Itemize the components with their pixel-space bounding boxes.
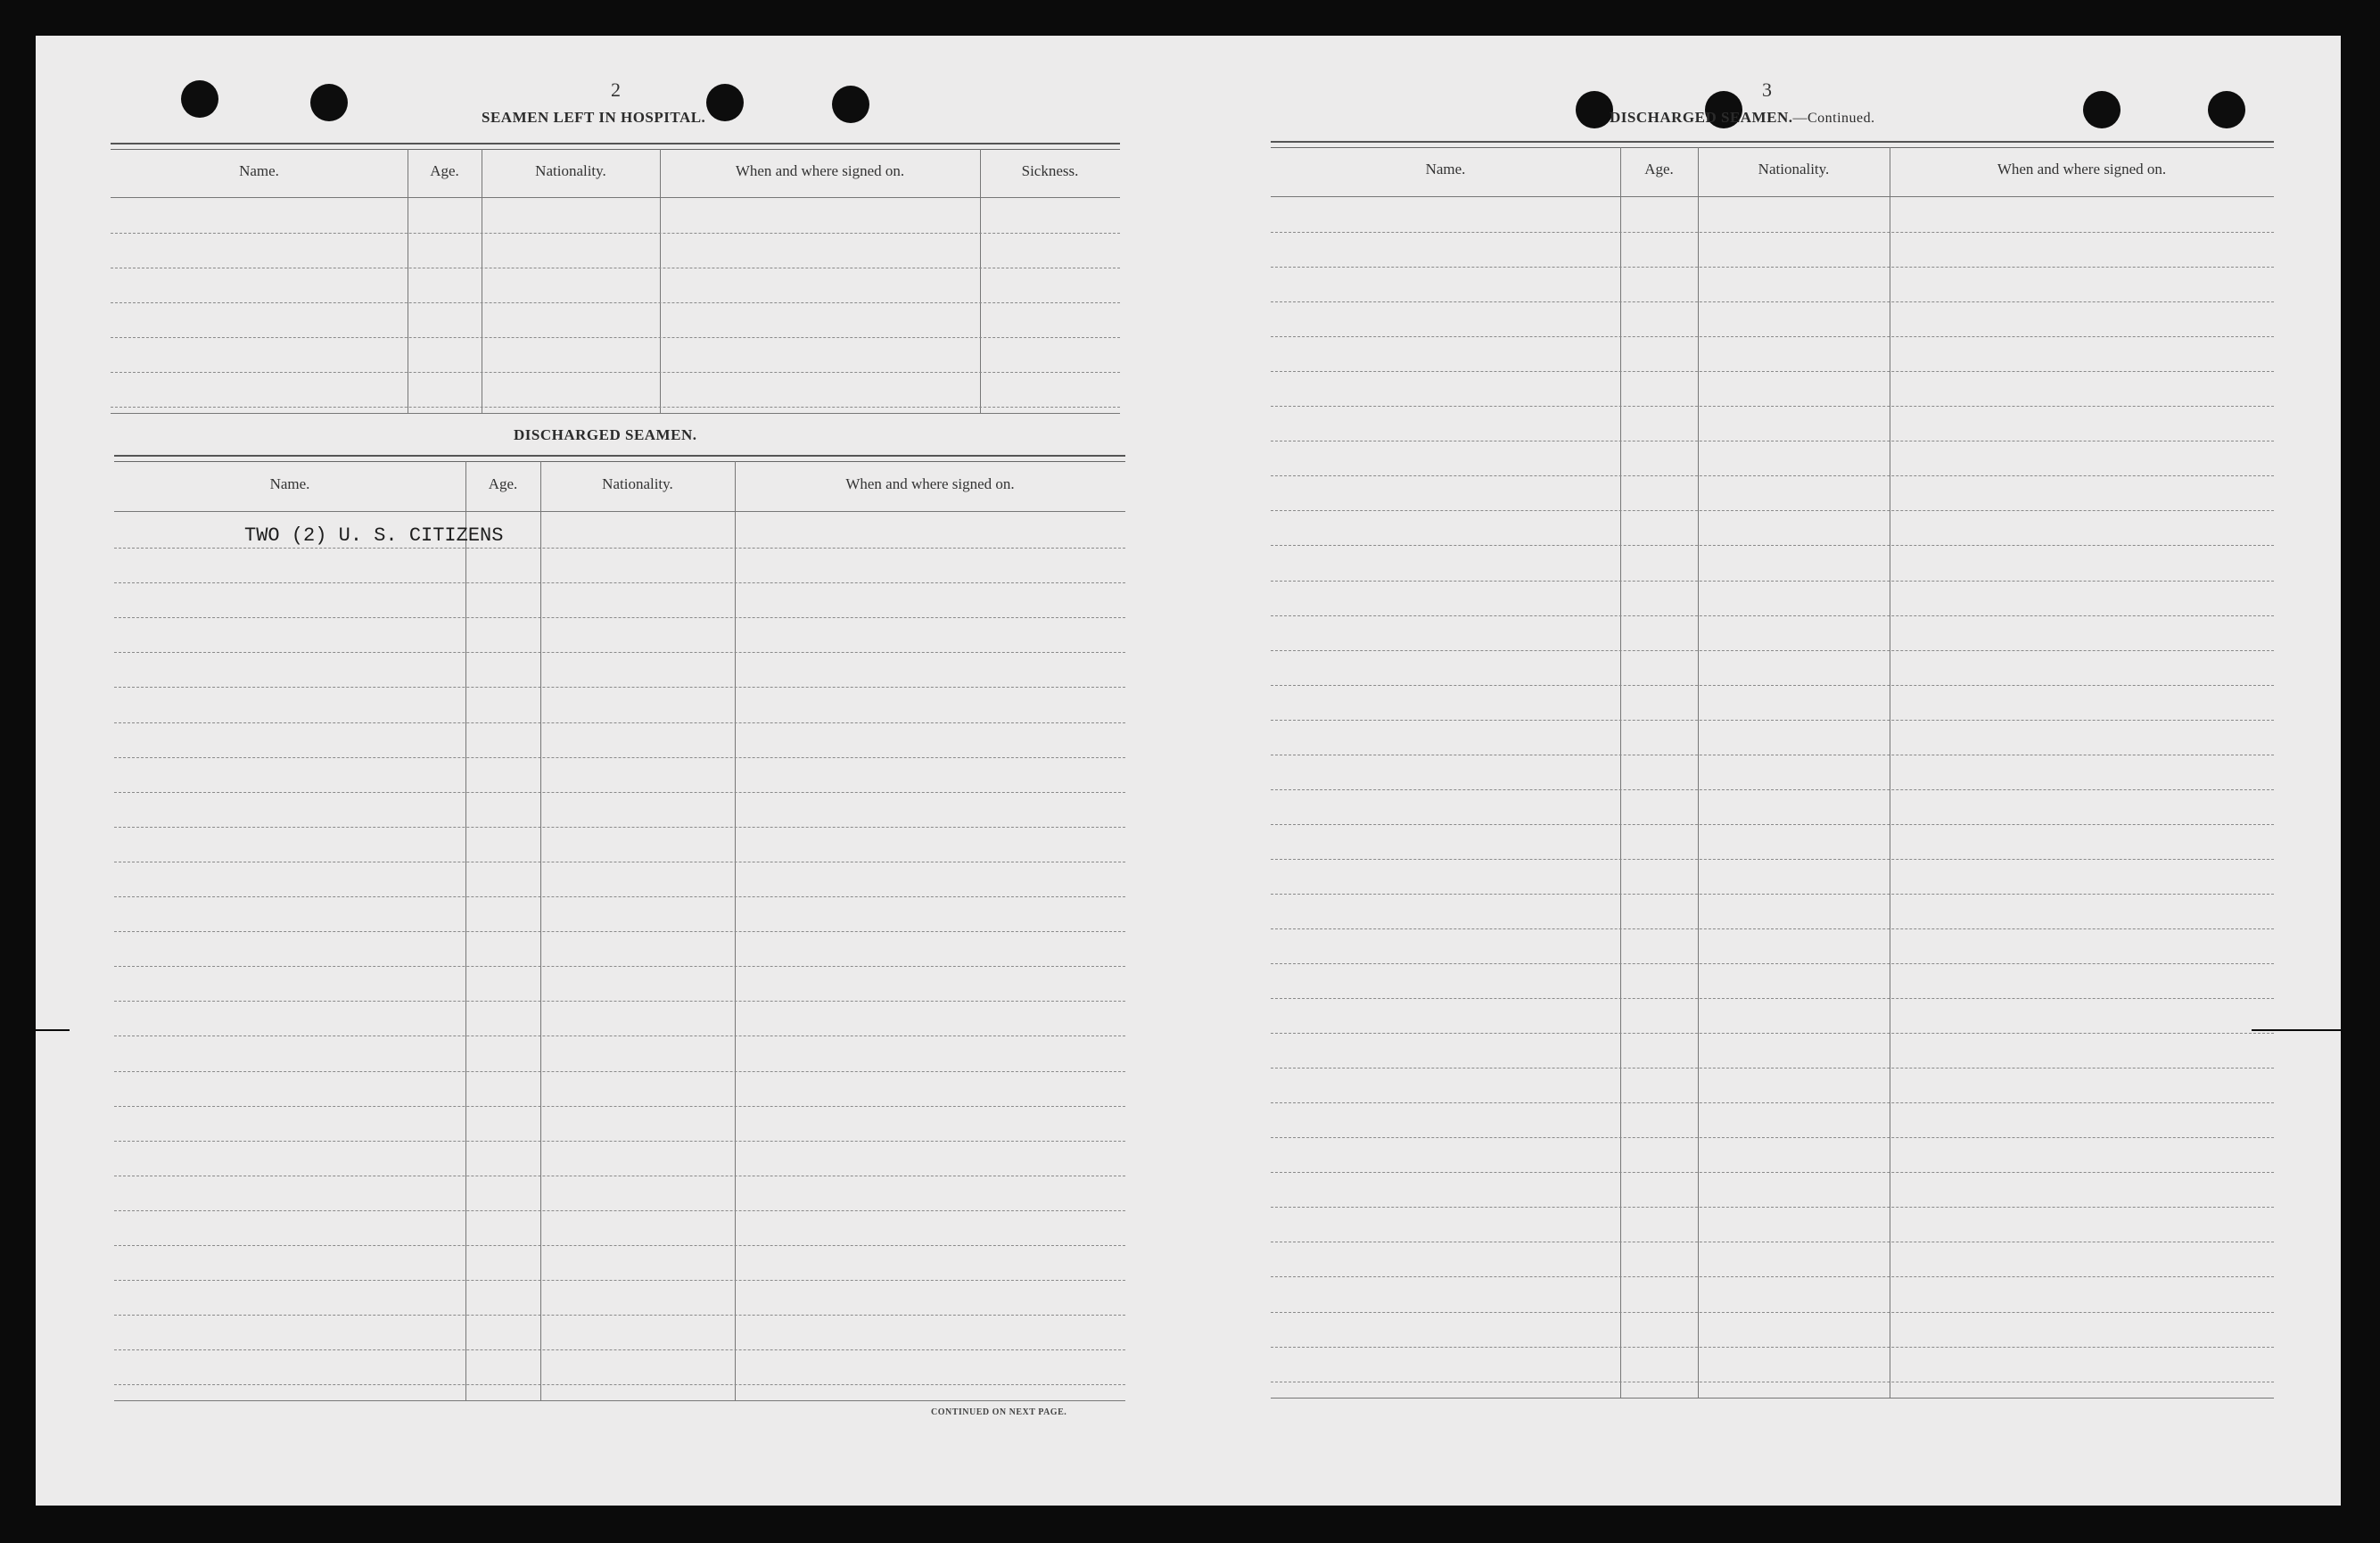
discharged-table-column-header: Age. (488, 474, 518, 492)
hospital-table-column-header: Name. (239, 161, 279, 179)
page-number: 2 (611, 78, 622, 101)
continued-table-top-rule (1271, 141, 2274, 148)
hospital-table-fill-line (111, 372, 1120, 373)
continued-table-fill-line (1271, 1312, 2274, 1313)
continued-table-fill-line (1271, 824, 2274, 825)
continued-table-fill-line (1271, 894, 2274, 895)
continued-table-fill-line (1271, 963, 2274, 964)
punch-hole (706, 84, 744, 121)
punch-hole (181, 80, 218, 118)
continued-table-fill-line (1271, 859, 2274, 860)
continued-table-fill-line (1271, 581, 2274, 582)
continued-table-column-divider (1698, 147, 1699, 1398)
continued-table-fill-line (1271, 1347, 2274, 1348)
hospital-table-column-header: Sickness. (1021, 161, 1079, 179)
hospital-table-top-rule (111, 143, 1120, 150)
discharged-table-column-header: When and where signed on. (845, 474, 1015, 492)
continued-table-fill-line (1271, 1102, 2274, 1103)
continued-table-fill-line (1271, 685, 2274, 686)
continued-table-fill-line (1271, 371, 2274, 372)
continued-table-bottom-rule (1271, 1398, 2274, 1399)
continued-table-column-header: When and where signed on. (1997, 161, 2167, 177)
discharged-entry-name: TWO (2) U. S. CITIZENS (244, 524, 504, 547)
discharged-table-fill-line (114, 548, 1125, 549)
continued-table-fill-line (1271, 1276, 2274, 1277)
discharged-table-top-rule (114, 455, 1125, 462)
document-sheet (36, 36, 2341, 1506)
discharged-table-fill-line (114, 1071, 1125, 1072)
hospital-table-column-header: When and where signed on. (735, 161, 905, 179)
discharged-table-fill-line (114, 1349, 1125, 1350)
continued-table-column-header: Nationality. (1758, 161, 1830, 177)
hospital-table-fill-line (111, 407, 1120, 408)
continued-table-fill-line (1271, 1207, 2274, 1208)
continued-table-fill-line (1271, 267, 2274, 268)
discharged-table-fill-line (114, 1245, 1125, 1246)
continued-section-title (1610, 109, 1875, 127)
hospital-table-column-divider (980, 149, 981, 413)
continued-table-fill-line (1271, 1068, 2274, 1069)
discharged-table-fill-line (114, 722, 1125, 723)
hospital-section-title: SEAMEN LEFT IN HOSPITAL. (482, 109, 706, 126)
punch-hole (2083, 91, 2121, 128)
discharged-table-fill-line (114, 1384, 1125, 1385)
fold-mark (2252, 1029, 2341, 1031)
continued-table-fill-line (1271, 789, 2274, 790)
hospital-table-column-divider (660, 149, 661, 413)
continued-table-fill-line (1271, 998, 2274, 999)
discharged-section-title: DISCHARGED SEAMEN. (514, 426, 697, 443)
continued-table-header-rule (1271, 196, 2274, 197)
discharged-table-fill-line (114, 582, 1125, 583)
discharged-table-fill-line (114, 687, 1125, 688)
continued-table-fill-line (1271, 928, 2274, 929)
hospital-table-bottom-rule (111, 413, 1120, 414)
continued-table-fill-line (1271, 336, 2274, 337)
discharged-table-fill-line (114, 931, 1125, 932)
discharged-table-bottom-rule (114, 1400, 1125, 1401)
continued-title-suffix: —Continued. (1792, 111, 1875, 126)
continued-table-fill-line (1271, 510, 2274, 511)
discharged-table-fill-line (114, 1210, 1125, 1211)
continued-table-column-divider (1620, 147, 1621, 1398)
punch-hole (832, 86, 869, 123)
hospital-table-fill-line (111, 337, 1120, 338)
discharged-table-fill-line (114, 1141, 1125, 1142)
discharged-table-fill-line (114, 827, 1125, 828)
continued-note: CONTINUED ON NEXT PAGE. (931, 1407, 1067, 1417)
punch-hole (310, 84, 348, 121)
continued-table-fill-line (1271, 1137, 2274, 1138)
continued-table-column-header: Name. (1425, 161, 1466, 177)
continued-table-fill-line (1271, 232, 2274, 233)
fold-mark (36, 1029, 70, 1031)
hospital-table-fill-line (111, 233, 1120, 234)
continued-table-fill-line (1271, 720, 2274, 721)
discharged-table-fill-line (114, 757, 1125, 758)
discharged-table-header-rule (114, 511, 1125, 512)
discharged-table-column-header: Nationality. (602, 474, 673, 492)
discharged-table-fill-line (114, 1001, 1125, 1002)
continued-table-fill-line (1271, 475, 2274, 476)
discharged-table-fill-line (114, 966, 1125, 967)
punch-hole (1576, 91, 1613, 128)
discharged-table-fill-line (114, 1106, 1125, 1107)
discharged-table-fill-line (114, 792, 1125, 793)
continued-table-fill-line (1271, 1172, 2274, 1173)
hospital-table-column-header: Age. (430, 161, 459, 179)
continued-table-column-header: Age. (1644, 161, 1674, 177)
discharged-table-column-header: Name. (269, 474, 310, 492)
continued-table-fill-line (1271, 615, 2274, 616)
discharged-table-fill-line (114, 896, 1125, 897)
hospital-table-column-header: Nationality. (535, 161, 606, 179)
continued-table-fill-line (1271, 406, 2274, 407)
continued-title-main: DISCHARGED SEAMEN. (1610, 109, 1793, 126)
punch-hole (2208, 91, 2245, 128)
discharged-table-fill-line (114, 652, 1125, 653)
continued-table-fill-line (1271, 1033, 2274, 1034)
discharged-table-fill-line (114, 1315, 1125, 1316)
discharged-table-fill-line (114, 617, 1125, 618)
continued-table-fill-line (1271, 301, 2274, 302)
continued-table-fill-line (1271, 545, 2274, 546)
page-number: 3 (1762, 78, 1773, 101)
hospital-table-fill-line (111, 302, 1120, 303)
discharged-table-fill-line (114, 1280, 1125, 1281)
continued-table-fill-line (1271, 650, 2274, 651)
hospital-table-header-rule (111, 197, 1120, 198)
